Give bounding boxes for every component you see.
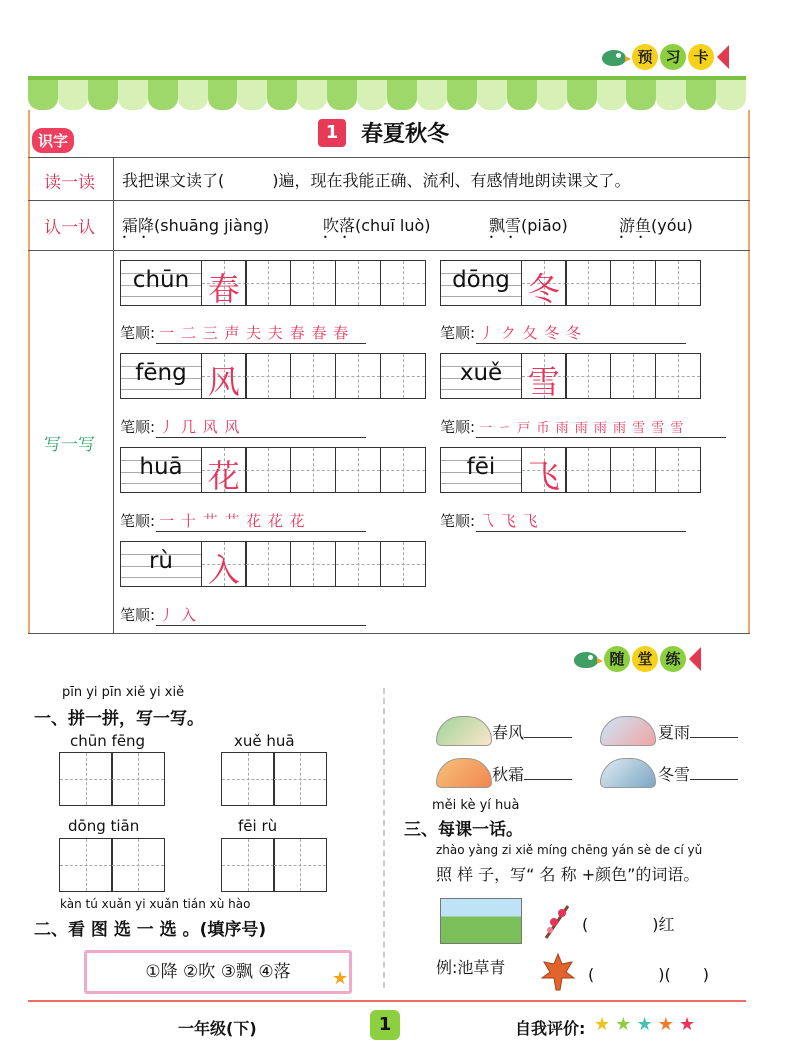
char-cell[interactable] bbox=[655, 447, 701, 493]
char-cell[interactable] bbox=[610, 353, 656, 399]
page-number: 1 bbox=[370, 1010, 400, 1040]
char-cell[interactable] bbox=[245, 260, 291, 306]
footer-divider bbox=[28, 1000, 746, 1002]
recognize-word: 飘雪 • •(piāo) bbox=[489, 213, 568, 236]
rating-stars[interactable] bbox=[594, 1014, 695, 1035]
read-instruction: 我把课文读了( )遍，现在我能正确、流利、有感情地朗读课文了。 bbox=[122, 171, 631, 190]
char-cell[interactable]: 春 bbox=[201, 260, 247, 306]
char-cell[interactable] bbox=[380, 447, 426, 493]
answer-grid bbox=[222, 838, 327, 892]
stroke-order: 笔顺: 丿 几 风 风 bbox=[120, 416, 240, 437]
q1-group-pinyin: fēi rù bbox=[238, 817, 278, 835]
q2-title: 二、看 图 选 一 选 。(填序号) bbox=[34, 920, 267, 940]
bird-icon bbox=[600, 46, 630, 68]
writing-grid bbox=[120, 353, 426, 399]
star-icon[interactable]: ★ bbox=[678, 1014, 696, 1035]
char-cell[interactable] bbox=[380, 353, 426, 399]
writing-grid bbox=[440, 353, 701, 399]
char-cell[interactable]: 入 bbox=[201, 541, 247, 587]
column-divider bbox=[383, 688, 385, 988]
lesson-tag: 识字 bbox=[32, 128, 74, 153]
recognize-label: 认一认 bbox=[44, 218, 95, 238]
char-cell[interactable] bbox=[245, 353, 291, 399]
char-cell[interactable] bbox=[290, 541, 336, 587]
ribbon-icon bbox=[689, 647, 701, 671]
answer-cell[interactable] bbox=[221, 752, 275, 806]
season-word: 冬雪 bbox=[658, 762, 738, 785]
stroke-order: 笔顺: 乁 飞 飞 bbox=[440, 510, 539, 531]
char-cell[interactable]: 风 bbox=[201, 353, 247, 399]
star-icon[interactable]: ★ bbox=[657, 1014, 674, 1035]
pinyin-box: xuě bbox=[440, 353, 522, 399]
q3-blank-1[interactable]: ( )红 bbox=[582, 915, 675, 934]
lesson-title: 春夏秋冬 bbox=[361, 122, 450, 147]
char-cell[interactable] bbox=[335, 260, 381, 306]
char-cell[interactable] bbox=[290, 447, 336, 493]
season-word: 春风 bbox=[492, 720, 572, 743]
autumn-picture bbox=[436, 758, 492, 788]
answer-cell[interactable] bbox=[273, 752, 327, 806]
self-eval-label: 自我评价: bbox=[515, 1019, 586, 1038]
writing-grid bbox=[440, 447, 701, 493]
answer-cell[interactable] bbox=[273, 838, 327, 892]
answer-cell[interactable] bbox=[111, 752, 165, 806]
divider bbox=[28, 633, 750, 634]
q3-title: 三、每课一话。 bbox=[404, 820, 523, 840]
char-cell[interactable] bbox=[565, 353, 611, 399]
recognize-word: 霜降 • •(shuāng jiàng) bbox=[122, 213, 269, 236]
char-cell[interactable] bbox=[290, 353, 336, 399]
badge-char: 随 bbox=[604, 646, 630, 672]
writing-grid bbox=[120, 447, 426, 493]
badge-char: 习 bbox=[660, 44, 686, 70]
writing-grid bbox=[120, 541, 426, 587]
pinyin-box: chūn bbox=[120, 260, 202, 306]
divider bbox=[28, 157, 750, 158]
read-label: 读一读 bbox=[44, 173, 95, 193]
char-cell[interactable] bbox=[655, 353, 701, 399]
badge-char: 练 bbox=[660, 646, 686, 672]
divider bbox=[113, 157, 114, 633]
maple-leaf-icon bbox=[540, 952, 576, 992]
bird-icon bbox=[572, 648, 602, 670]
char-cell[interactable]: 飞 bbox=[521, 447, 567, 493]
char-cell[interactable] bbox=[610, 260, 656, 306]
plum-branch-icon bbox=[542, 902, 572, 940]
practice-badge bbox=[572, 646, 701, 672]
answer-cell[interactable] bbox=[59, 752, 113, 806]
char-cell[interactable] bbox=[565, 260, 611, 306]
answer-cell[interactable] bbox=[221, 838, 275, 892]
q3-instruction-pinyin: zhào yàng zi xiě míng chēng yán sè de cí yǔ bbox=[436, 843, 703, 857]
char-cell[interactable]: 冬 bbox=[521, 260, 567, 306]
char-cell[interactable] bbox=[335, 447, 381, 493]
char-cell[interactable] bbox=[245, 447, 291, 493]
char-cell[interactable] bbox=[655, 260, 701, 306]
q2-pinyin: kàn tú xuǎn yi xuǎn tián xù hào bbox=[60, 897, 251, 911]
answer-grid bbox=[222, 752, 327, 806]
pinyin-box: huā bbox=[120, 447, 202, 493]
char-cell[interactable] bbox=[380, 260, 426, 306]
answer-cell[interactable] bbox=[111, 838, 165, 892]
q3-example: 例:池草青 bbox=[436, 958, 506, 977]
answer-grid bbox=[60, 752, 165, 806]
season-word: 夏雨 bbox=[658, 720, 738, 743]
options-box: ①降 ②吹 ③飘 ④落 bbox=[84, 950, 352, 994]
write-label: 写一写 bbox=[44, 435, 95, 455]
char-cell[interactable] bbox=[380, 541, 426, 587]
stroke-order: 笔顺: 丿 入 bbox=[120, 604, 197, 625]
answer-cell[interactable] bbox=[59, 838, 113, 892]
pinyin-box: rù bbox=[120, 541, 202, 587]
char-cell[interactable] bbox=[335, 541, 381, 587]
star-icon: ★ bbox=[332, 968, 349, 989]
pinyin-box: dōng bbox=[440, 260, 522, 306]
star-icon[interactable]: ★ bbox=[594, 1014, 611, 1035]
recognize-word: 游鱼 • •(yóu) bbox=[619, 213, 693, 236]
stroke-order: 笔顺: 一 ㄧ 戸 币 雨 雨 雨 雨 雪 雪 雪 bbox=[440, 416, 684, 437]
divider bbox=[28, 250, 750, 251]
ribbon-icon bbox=[717, 45, 729, 69]
answer-grid bbox=[60, 838, 165, 892]
badge-char: 卡 bbox=[688, 44, 714, 70]
q3-blank-2[interactable]: ( )( ) bbox=[588, 965, 709, 984]
q3-pinyin: měi kè yí huà bbox=[432, 798, 520, 813]
summer-picture bbox=[600, 716, 656, 746]
q1-group-pinyin: dōng tiān bbox=[68, 817, 140, 835]
star-icon[interactable]: ★ bbox=[636, 1014, 653, 1035]
stroke-order: 笔顺: 一 二 三 声 夫 夫 春 春 春 bbox=[120, 322, 349, 343]
recognize-word: 吹落 • •(chuī luò) bbox=[323, 213, 430, 236]
q3-instruction: 照 样 子，写“ 名 称 +颜色”的词语。 bbox=[436, 865, 700, 884]
char-cell[interactable] bbox=[290, 260, 336, 306]
pond-picture bbox=[440, 898, 522, 944]
preview-card-badge bbox=[600, 44, 729, 70]
char-cell[interactable] bbox=[335, 353, 381, 399]
q1-title: 一、拼一拼，写一写。 bbox=[34, 709, 204, 729]
awning-decoration bbox=[28, 76, 746, 112]
lesson-number: 1 bbox=[318, 119, 346, 147]
char-cell[interactable] bbox=[245, 541, 291, 587]
char-cell[interactable] bbox=[610, 447, 656, 493]
divider bbox=[28, 200, 750, 201]
char-cell[interactable]: 雪 bbox=[521, 353, 567, 399]
season-word: 秋霜 bbox=[492, 762, 572, 785]
pinyin-box: fēng bbox=[120, 353, 202, 399]
winter-picture bbox=[600, 758, 656, 788]
badge-char: 预 bbox=[632, 44, 658, 70]
pinyin-box: fēi bbox=[440, 447, 522, 493]
spring-picture bbox=[436, 716, 492, 746]
writing-grid bbox=[440, 260, 701, 306]
stroke-order: 笔顺: 一 十 艹 艹 花 花 花 bbox=[120, 510, 306, 531]
q1-group-pinyin: xuě huā bbox=[234, 732, 295, 750]
char-cell[interactable]: 花 bbox=[201, 447, 247, 493]
star-icon[interactable]: ★ bbox=[615, 1014, 632, 1035]
writing-grid bbox=[120, 260, 426, 306]
badge-char: 堂 bbox=[632, 646, 658, 672]
grade-label: 一年级(下) bbox=[178, 1019, 257, 1038]
char-cell[interactable] bbox=[565, 447, 611, 493]
q1-pinyin: pīn yi pīn xiě yi xiě bbox=[62, 685, 185, 700]
stroke-order: 笔顺: 丿 ク 夂 冬 冬 bbox=[440, 322, 582, 343]
q1-group-pinyin: chūn fēng bbox=[70, 732, 146, 750]
